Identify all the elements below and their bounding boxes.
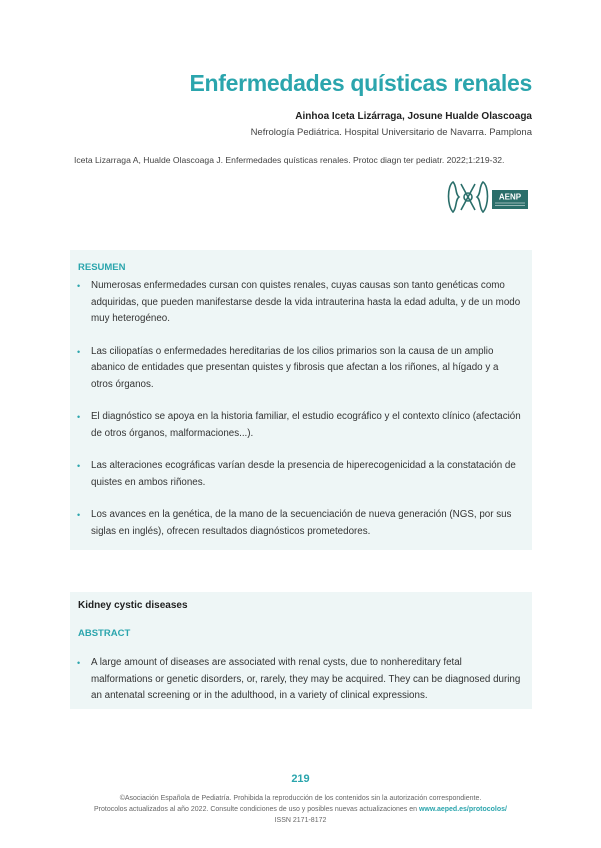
citation: Iceta Lizarraga A, Hualde Olascoaga J. Enfermedades quísticas renales. Protoc diagn ter pediatr. 2022;1:219-32. bbox=[74, 155, 505, 165]
logo-text: AENP bbox=[498, 192, 522, 202]
abstract-heading: ABSTRACT bbox=[78, 628, 131, 639]
kidney-emblem-icon bbox=[449, 182, 488, 212]
aenp-logo bbox=[445, 178, 530, 216]
affiliation: Nefrología Pediátrica. Hospital Universitario de Navarra. Pamplona bbox=[250, 127, 532, 138]
resumen-item: • Los avances en la genética, de la mano de la secuenciación de nueva generación (NGS, por sus siglas en inglés), ofrecen resultados diagnósticos prometedores. bbox=[76, 507, 522, 540]
abstract-box bbox=[70, 592, 532, 709]
resumen-item: • Las ciliopatías o enfermedades hereditarias de los cilios primarios son la causa de un amplio abanico de entidades que presentan quistes y fibrosis que afectan a los riñones, al hígado y a otros órganos. bbox=[76, 344, 522, 394]
resumen-box bbox=[70, 250, 532, 550]
abstract-title: Kidney cystic diseases bbox=[78, 600, 188, 611]
page-number: 219 bbox=[291, 773, 310, 785]
resumen-item: • El diagnóstico se apoya en la historia familiar, el estudio ecográfico y el contexto clínico (afectación de otros órganos, malformaciones...). bbox=[76, 409, 522, 442]
footer-issn: ISSN 2171-8172 bbox=[274, 817, 327, 824]
page-title: Enfermedades quísticas renales bbox=[189, 70, 532, 96]
footer-updated-text: Protocolos actualizados al año 2022. Consulte condiciones de uso y posibles nuevas actualizaciones en bbox=[94, 806, 419, 813]
footer-copyright: ©Asociación Española de Pediatría. Prohibida la reproducción de los contenidos sin la autorización correspondiente. bbox=[119, 795, 482, 802]
protocols-link[interactable]: www.aeped.es/protocolos/ bbox=[418, 806, 507, 813]
abstract-list bbox=[76, 655, 522, 705]
resumen-item: • Numerosas enfermedades cursan con quistes renales, cuyas causas son tanto genéticas como adquiridas, que pueden manifestarse desde la vida intrauterina hasta la edad adulta, y de un modo muy heterogéneo. bbox=[76, 278, 522, 328]
resumen-list bbox=[76, 278, 522, 556]
resumen-item: • Las alteraciones ecográficas varían desde la presencia de hiperecogenicidad a la constatación de quistes en ambos riñones. bbox=[76, 458, 522, 491]
resumen-heading: RESUMEN bbox=[78, 262, 126, 273]
authors: Ainhoa Iceta Lizárraga, Josune Hualde Olascoaga bbox=[295, 111, 532, 122]
abstract-item: • A large amount of diseases are associated with renal cysts, due to nonhereditary fetal malformations or genetic disorders, or, rarely, they may be acquired. They can be diagnosed during an antenatal screening or in the adulthood, in a variety of clinical expressions. bbox=[76, 655, 522, 705]
footer-updated bbox=[0, 806, 601, 813]
